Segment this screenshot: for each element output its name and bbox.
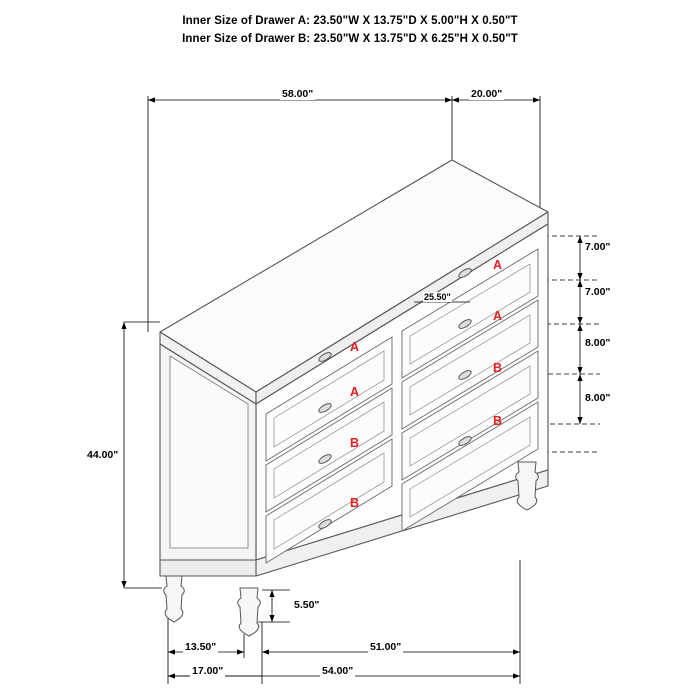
drawer-label-left-3: B bbox=[350, 436, 360, 450]
dim-height: 44.00" bbox=[87, 449, 119, 461]
dim-top-depth: 20.00" bbox=[471, 88, 503, 100]
drawer-label-right-2: A bbox=[493, 309, 503, 323]
drawer-label-right-4: B bbox=[493, 414, 503, 428]
dim-drawer-height-3: 8.00" bbox=[585, 337, 611, 349]
drawer-label-right-3: B bbox=[493, 361, 503, 375]
header-line-1: Inner Size of Drawer A: 23.50"W X 13.75"D X 5.00"H X 0.50"T bbox=[182, 15, 518, 27]
dim-drawer-height-1: 7.00" bbox=[585, 241, 611, 253]
header-line-2: Inner Size of Drawer B: 23.50"W X 13.75"D X 6.25"H X 0.50"T bbox=[182, 33, 518, 45]
dim-base-total: 54.00" bbox=[322, 665, 354, 677]
dim-drawer-inner-width: 25.50" bbox=[424, 292, 451, 302]
dim-top-width: 58.00" bbox=[282, 88, 314, 100]
drawer-label-left-4: B bbox=[350, 496, 360, 510]
dim-leg-height: 5.50" bbox=[294, 599, 320, 611]
dim-drawer-height-4: 8.00" bbox=[585, 392, 611, 404]
dim-foot-depth: 17.00" bbox=[192, 665, 224, 677]
dim-drawer-height-2: 7.00" bbox=[585, 286, 611, 298]
drawer-label-right-1: A bbox=[493, 258, 503, 272]
drawer-label-left-2: A bbox=[350, 385, 360, 399]
dim-base-left: 13.50" bbox=[185, 641, 217, 653]
dim-base-front: 51.00" bbox=[370, 641, 402, 653]
drawer-label-left-1: A bbox=[350, 340, 360, 354]
